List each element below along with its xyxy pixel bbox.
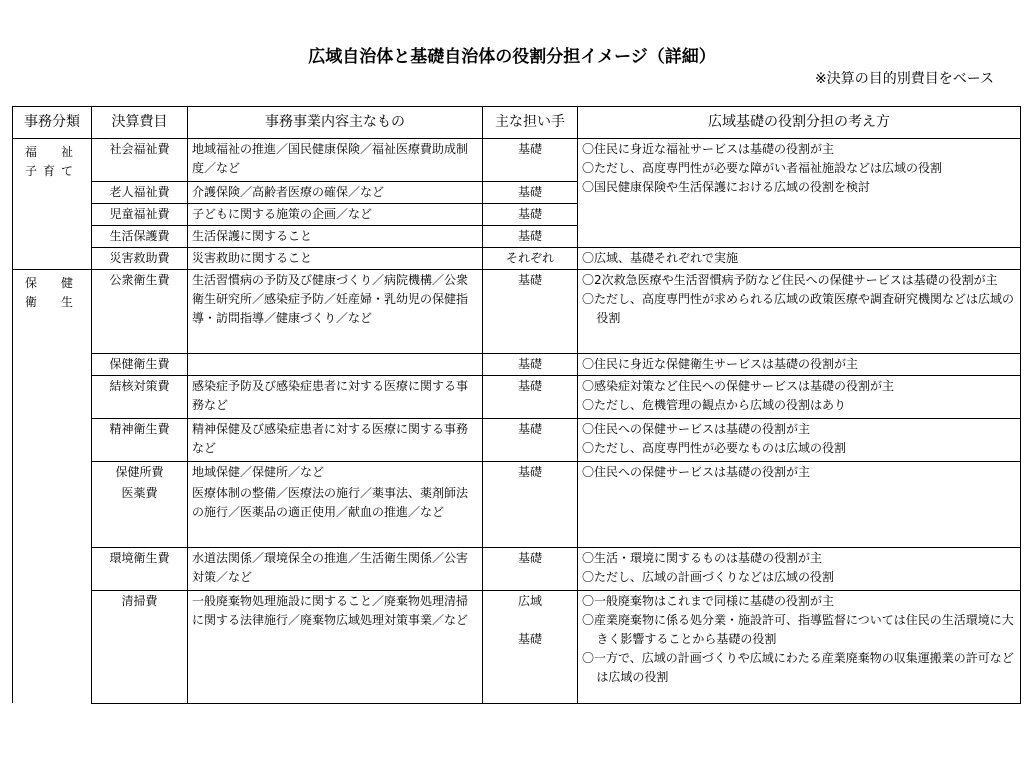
actor-cell: 基礎	[483, 226, 578, 248]
content-cell: 生活習慣病の予防及び健康づくり／病院機構／公衆衛生研究所／感染症予防／妊産婦・乳幼児の保健指導・訪問指導／健康づくり／など	[188, 270, 483, 354]
table-row	[13, 547, 1021, 590]
budget-item: 老人福祉費	[92, 182, 188, 204]
budget-item: 保健衛生費	[92, 354, 188, 376]
header-category: 事務分類	[13, 107, 92, 139]
role-text: 〇感染症対策など住民への保健サービスは基礎の役割が主	[582, 379, 895, 393]
content-cell: 地域福祉の推進／国民健康保険／福祉医療費助成制度／など	[188, 139, 483, 182]
actor-cell: 基礎	[483, 139, 578, 182]
actor-cell: 基礎	[483, 182, 578, 204]
actor-cell: 基礎	[483, 462, 578, 548]
content-cell: 生活保護に関すること	[188, 226, 483, 248]
role-text: 〇住民に身近な福祉サービスは基礎の役割が主	[582, 142, 835, 156]
actor-basic: 基礎	[517, 631, 542, 646]
role-text: 〇ただし、高度専門性が必要な障がい者福祉施設などは広域の役割	[582, 161, 943, 175]
content-cell: 医療体制の整備／医療法の施行／薬事法、薬剤師法の施行／医薬品の適正使用／献血の推進／など	[188, 483, 483, 547]
table-row	[13, 462, 1021, 484]
role-text: 〇生活・環境に関するものは基礎の役割が主	[582, 550, 823, 565]
role-cell-welfare	[578, 139, 1021, 248]
role-cell-public-health	[578, 270, 1021, 354]
role-cell-disaster	[578, 248, 1021, 270]
content-cell: 介護保険／高齢者医療の確保／など	[188, 182, 483, 204]
role-cell-health-center	[578, 462, 1021, 548]
role-text: 〇ただし、高度専門性が必要なものは広域の役割	[582, 441, 847, 455]
table-row	[13, 590, 1021, 703]
budget-item: 結核対策費	[92, 376, 188, 419]
content-cell: 水道法関係／環境保全の推進／生活衛生関係／公害対策／など	[188, 547, 483, 590]
actor-cell: 基礎	[483, 547, 578, 590]
content-cell	[188, 354, 483, 376]
role-text: 〇ただし、広域の計画づくりなどは広域の役割	[582, 569, 835, 584]
role-text: 〇2次救急医療や生活習慣病予防など住民への保健サービスは基礎の役割が主	[582, 273, 998, 287]
basis-note: ※決算の目的別費目をベース	[814, 71, 994, 87]
budget-item: 公衆衛生費	[92, 270, 188, 354]
table-row	[13, 376, 1021, 419]
table-row	[13, 354, 1021, 376]
actor-cell: それぞれ	[483, 248, 578, 270]
budget-item: 保健所費	[92, 462, 188, 484]
role-text: 〇広域、基礎それぞれで実施	[582, 251, 739, 265]
table-row	[13, 419, 1021, 462]
role-text: 〇国民健康保険や生活保護における広域の役割を検討	[582, 180, 871, 194]
page-title: 広域自治体と基礎自治体の役割分担イメージ（詳細）	[308, 47, 716, 67]
budget-item: 医薬費	[92, 483, 188, 547]
header-main-actor: 主な担い手	[483, 107, 578, 139]
role-cell-mental	[578, 419, 1021, 462]
role-text: 〇一般廃棄物はこれまで同様に基礎の役割が主	[582, 593, 835, 608]
category-health: 保 健 衛 生	[13, 270, 92, 704]
header-role-approach: 広域基礎の役割分担の考え方	[578, 107, 1021, 139]
role-cell-health-hygiene	[578, 354, 1021, 376]
role-text: 〇ただし、危機管理の観点から広域の役割はあり	[582, 398, 847, 412]
content-cell: 災害救助に関すること	[188, 248, 483, 270]
actor-cell: 基礎	[483, 376, 578, 419]
budget-item: 生活保護費	[92, 226, 188, 248]
budget-item: 精神衛生費	[92, 419, 188, 462]
role-text: 〇住民への保健サービスは基礎の役割が主	[582, 422, 811, 436]
actor-wide: 広域	[517, 593, 542, 608]
budget-item: 環境衛生費	[92, 547, 188, 590]
header-main-content: 事務事業内容主なもの	[188, 107, 483, 139]
content-cell: 子どもに関する施策の企画／など	[188, 204, 483, 226]
role-text: 〇産業廃棄物に係る処分業・施設許可、指導監督については住民の生活環境に大きく影響することから基礎の役割	[582, 612, 1014, 646]
actor-cell: 基礎	[483, 204, 578, 226]
category-welfare: 福 祉 子育て	[13, 139, 92, 270]
budget-item: 災害救助費	[92, 248, 188, 270]
actor-cell: 基礎	[483, 270, 578, 354]
role-text: 〇住民に身近な保健衛生サービスは基礎の役割が主	[582, 357, 859, 371]
content-cell: 一般廃棄物処理施設に関すること／廃棄物処理清掃に関する法律施行／廃棄物広域処理対策事業／など	[188, 590, 483, 703]
content-cell: 感染症予防及び感染症患者に対する医療に関する事務など	[188, 376, 483, 419]
budget-item: 児童福祉費	[92, 204, 188, 226]
content-cell: 地域保健／保健所／など	[188, 462, 483, 484]
budget-item: 清掃費	[92, 590, 188, 703]
role-cell-cleaning	[578, 590, 1021, 703]
actor-cell	[483, 590, 578, 703]
role-cell-tuberculosis	[578, 376, 1021, 419]
role-cell-environment	[578, 547, 1021, 590]
role-text: 〇ただし、高度専門性が求められる広域の政策医療や調査研究機関などは広域の役割	[582, 292, 1015, 325]
table-row	[13, 270, 1021, 354]
actor-cell: 基礎	[483, 354, 578, 376]
budget-item: 社会福祉費	[92, 139, 188, 182]
role-division-table	[12, 106, 1021, 704]
actor-cell: 基礎	[483, 419, 578, 462]
content-cell: 精神保健及び感染症患者に対する医療に関する事務など	[188, 419, 483, 462]
header-budget-item: 決算費目	[92, 107, 188, 139]
header-row	[13, 107, 1021, 139]
role-text: 〇住民への保健サービスは基礎の役割が主	[582, 465, 811, 479]
table-row	[13, 139, 1021, 182]
role-text: 〇一方で、広域の計画づくりや広域にわたる産業廃棄物の収集運搬業の許可などは広域の役割	[582, 650, 1014, 684]
table-row	[13, 248, 1021, 270]
